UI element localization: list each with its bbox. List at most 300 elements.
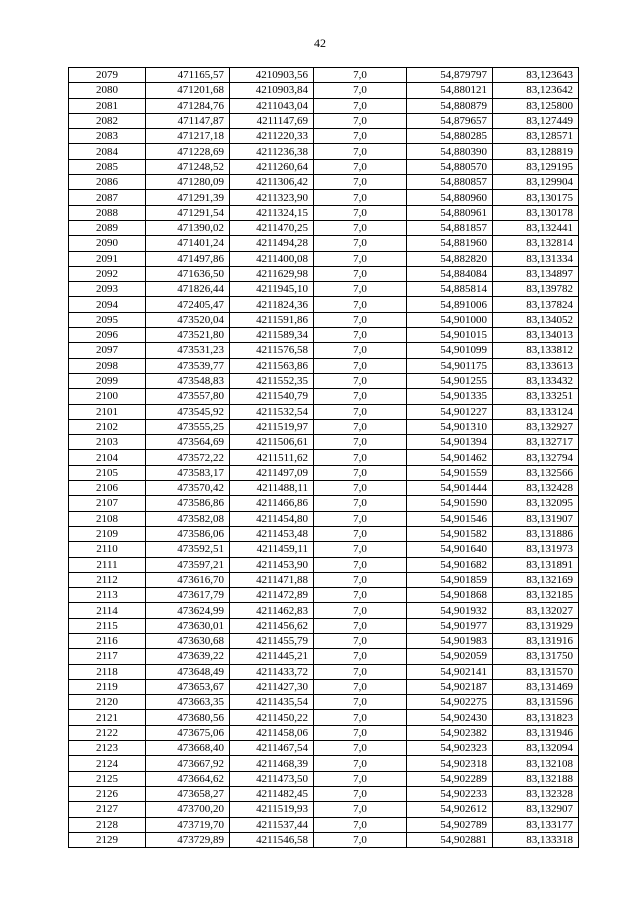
y-coordinate-cell: 4211494,28 bbox=[230, 236, 314, 251]
longitude-cell: 83,125800 bbox=[493, 98, 579, 113]
accuracy-cell: 7,0 bbox=[314, 618, 407, 633]
x-coordinate-cell: 473675,06 bbox=[146, 725, 230, 740]
point-number-cell: 2083 bbox=[69, 129, 146, 144]
longitude-cell: 83,132717 bbox=[493, 435, 579, 450]
point-number-cell: 2094 bbox=[69, 297, 146, 312]
point-number-cell: 2101 bbox=[69, 404, 146, 419]
table-row bbox=[69, 649, 579, 664]
latitude-cell: 54,901099 bbox=[407, 343, 493, 358]
table-row bbox=[69, 741, 579, 756]
longitude-cell: 83,132907 bbox=[493, 802, 579, 817]
latitude-cell: 54,902141 bbox=[407, 664, 493, 679]
point-number-cell: 2113 bbox=[69, 588, 146, 603]
latitude-cell: 54,902382 bbox=[407, 725, 493, 740]
y-coordinate-cell: 4211467,54 bbox=[230, 741, 314, 756]
point-number-cell: 2118 bbox=[69, 664, 146, 679]
x-coordinate-cell: 471497,86 bbox=[146, 251, 230, 266]
point-number-cell: 2127 bbox=[69, 802, 146, 817]
y-coordinate-cell: 4211532,54 bbox=[230, 404, 314, 419]
point-number-cell: 2093 bbox=[69, 282, 146, 297]
y-coordinate-cell: 4211540,79 bbox=[230, 389, 314, 404]
table-row bbox=[69, 557, 579, 572]
latitude-cell: 54,902318 bbox=[407, 756, 493, 771]
x-coordinate-cell: 473586,06 bbox=[146, 526, 230, 541]
table-row bbox=[69, 450, 579, 465]
accuracy-cell: 7,0 bbox=[314, 83, 407, 98]
table-row bbox=[69, 312, 579, 327]
longitude-cell: 83,132094 bbox=[493, 741, 579, 756]
y-coordinate-cell: 4211454,80 bbox=[230, 511, 314, 526]
x-coordinate-cell: 473700,20 bbox=[146, 802, 230, 817]
accuracy-cell: 7,0 bbox=[314, 511, 407, 526]
accuracy-cell: 7,0 bbox=[314, 832, 407, 847]
latitude-cell: 54,901546 bbox=[407, 511, 493, 526]
point-number-cell: 2111 bbox=[69, 557, 146, 572]
y-coordinate-cell: 4211471,88 bbox=[230, 572, 314, 587]
point-number-cell: 2088 bbox=[69, 205, 146, 220]
y-coordinate-cell: 4211497,09 bbox=[230, 465, 314, 480]
x-coordinate-cell: 473617,79 bbox=[146, 588, 230, 603]
table-row bbox=[69, 435, 579, 450]
point-number-cell: 2087 bbox=[69, 190, 146, 205]
y-coordinate-cell: 4210903,56 bbox=[230, 68, 314, 83]
latitude-cell: 54,902233 bbox=[407, 786, 493, 801]
x-coordinate-cell: 473639,22 bbox=[146, 649, 230, 664]
longitude-cell: 83,132185 bbox=[493, 588, 579, 603]
accuracy-cell: 7,0 bbox=[314, 190, 407, 205]
accuracy-cell: 7,0 bbox=[314, 557, 407, 572]
x-coordinate-cell: 471248,52 bbox=[146, 159, 230, 174]
x-coordinate-cell: 473663,35 bbox=[146, 695, 230, 710]
latitude-cell: 54,879797 bbox=[407, 68, 493, 83]
x-coordinate-cell: 473616,70 bbox=[146, 572, 230, 587]
latitude-cell: 54,902612 bbox=[407, 802, 493, 817]
accuracy-cell: 7,0 bbox=[314, 205, 407, 220]
x-coordinate-cell: 473548,83 bbox=[146, 373, 230, 388]
y-coordinate-cell: 4211433,72 bbox=[230, 664, 314, 679]
y-coordinate-cell: 4211482,45 bbox=[230, 786, 314, 801]
table-row bbox=[69, 756, 579, 771]
x-coordinate-cell: 471636,50 bbox=[146, 266, 230, 281]
y-coordinate-cell: 4211455,79 bbox=[230, 633, 314, 648]
table-row bbox=[69, 695, 579, 710]
longitude-cell: 83,131891 bbox=[493, 557, 579, 572]
accuracy-cell: 7,0 bbox=[314, 756, 407, 771]
x-coordinate-cell: 471201,68 bbox=[146, 83, 230, 98]
latitude-cell: 54,901462 bbox=[407, 450, 493, 465]
table-row bbox=[69, 542, 579, 557]
latitude-cell: 54,901444 bbox=[407, 481, 493, 496]
x-coordinate-cell: 473658,27 bbox=[146, 786, 230, 801]
table-row bbox=[69, 771, 579, 786]
table-row bbox=[69, 159, 579, 174]
table-row bbox=[69, 68, 579, 83]
latitude-cell: 54,901932 bbox=[407, 603, 493, 618]
x-coordinate-cell: 473583,17 bbox=[146, 465, 230, 480]
longitude-cell: 83,132328 bbox=[493, 786, 579, 801]
longitude-cell: 83,131929 bbox=[493, 618, 579, 633]
table-row bbox=[69, 679, 579, 694]
longitude-cell: 83,133318 bbox=[493, 832, 579, 847]
longitude-cell: 83,131596 bbox=[493, 695, 579, 710]
accuracy-cell: 7,0 bbox=[314, 282, 407, 297]
latitude-cell: 54,880285 bbox=[407, 129, 493, 144]
longitude-cell: 83,131973 bbox=[493, 542, 579, 557]
table-row bbox=[69, 358, 579, 373]
latitude-cell: 54,901310 bbox=[407, 419, 493, 434]
table-row bbox=[69, 817, 579, 832]
point-number-cell: 2116 bbox=[69, 633, 146, 648]
longitude-cell: 83,132794 bbox=[493, 450, 579, 465]
table-row bbox=[69, 113, 579, 128]
x-coordinate-cell: 473520,04 bbox=[146, 312, 230, 327]
longitude-cell: 83,134013 bbox=[493, 328, 579, 343]
accuracy-cell: 7,0 bbox=[314, 710, 407, 725]
latitude-cell: 54,880960 bbox=[407, 190, 493, 205]
table-row bbox=[69, 786, 579, 801]
accuracy-cell: 7,0 bbox=[314, 572, 407, 587]
accuracy-cell: 7,0 bbox=[314, 741, 407, 756]
table-row bbox=[69, 481, 579, 496]
point-number-cell: 2081 bbox=[69, 98, 146, 113]
x-coordinate-cell: 473539,77 bbox=[146, 358, 230, 373]
table-row bbox=[69, 236, 579, 251]
table-row bbox=[69, 373, 579, 388]
longitude-cell: 83,131570 bbox=[493, 664, 579, 679]
y-coordinate-cell: 4211458,06 bbox=[230, 725, 314, 740]
accuracy-cell: 7,0 bbox=[314, 496, 407, 511]
point-number-cell: 2092 bbox=[69, 266, 146, 281]
point-number-cell: 2108 bbox=[69, 511, 146, 526]
table-row bbox=[69, 511, 579, 526]
latitude-cell: 54,901590 bbox=[407, 496, 493, 511]
y-coordinate-cell: 4211519,93 bbox=[230, 802, 314, 817]
accuracy-cell: 7,0 bbox=[314, 603, 407, 618]
x-coordinate-cell: 473531,23 bbox=[146, 343, 230, 358]
longitude-cell: 83,133432 bbox=[493, 373, 579, 388]
point-number-cell: 2128 bbox=[69, 817, 146, 832]
accuracy-cell: 7,0 bbox=[314, 771, 407, 786]
y-coordinate-cell: 4211400,08 bbox=[230, 251, 314, 266]
latitude-cell: 54,901559 bbox=[407, 465, 493, 480]
latitude-cell: 54,882820 bbox=[407, 251, 493, 266]
x-coordinate-cell: 473667,92 bbox=[146, 756, 230, 771]
y-coordinate-cell: 4211537,44 bbox=[230, 817, 314, 832]
x-coordinate-cell: 471165,57 bbox=[146, 68, 230, 83]
longitude-cell: 83,131946 bbox=[493, 725, 579, 740]
x-coordinate-cell: 471280,09 bbox=[146, 175, 230, 190]
latitude-cell: 54,902187 bbox=[407, 679, 493, 694]
latitude-cell: 54,901000 bbox=[407, 312, 493, 327]
latitude-cell: 54,901983 bbox=[407, 633, 493, 648]
accuracy-cell: 7,0 bbox=[314, 373, 407, 388]
x-coordinate-cell: 473630,01 bbox=[146, 618, 230, 633]
x-coordinate-cell: 472405,47 bbox=[146, 297, 230, 312]
y-coordinate-cell: 4211427,30 bbox=[230, 679, 314, 694]
longitude-cell: 83,130175 bbox=[493, 190, 579, 205]
longitude-cell: 83,133177 bbox=[493, 817, 579, 832]
x-coordinate-cell: 473680,56 bbox=[146, 710, 230, 725]
accuracy-cell: 7,0 bbox=[314, 465, 407, 480]
point-number-cell: 2095 bbox=[69, 312, 146, 327]
y-coordinate-cell: 4211453,90 bbox=[230, 557, 314, 572]
table-row bbox=[69, 526, 579, 541]
table-row bbox=[69, 633, 579, 648]
point-number-cell: 2123 bbox=[69, 741, 146, 756]
accuracy-cell: 7,0 bbox=[314, 435, 407, 450]
x-coordinate-cell: 471291,39 bbox=[146, 190, 230, 205]
table-row bbox=[69, 664, 579, 679]
latitude-cell: 54,901582 bbox=[407, 526, 493, 541]
point-number-cell: 2091 bbox=[69, 251, 146, 266]
accuracy-cell: 7,0 bbox=[314, 542, 407, 557]
latitude-cell: 54,901015 bbox=[407, 328, 493, 343]
point-number-cell: 2109 bbox=[69, 526, 146, 541]
point-number-cell: 2102 bbox=[69, 419, 146, 434]
y-coordinate-cell: 4211260,64 bbox=[230, 159, 314, 174]
point-number-cell: 2124 bbox=[69, 756, 146, 771]
table-row bbox=[69, 297, 579, 312]
table-row bbox=[69, 710, 579, 725]
y-coordinate-cell: 4211591,86 bbox=[230, 312, 314, 327]
longitude-cell: 83,131334 bbox=[493, 251, 579, 266]
longitude-cell: 83,132108 bbox=[493, 756, 579, 771]
accuracy-cell: 7,0 bbox=[314, 817, 407, 832]
latitude-cell: 54,901255 bbox=[407, 373, 493, 388]
x-coordinate-cell: 471390,02 bbox=[146, 220, 230, 235]
latitude-cell: 54,901682 bbox=[407, 557, 493, 572]
x-coordinate-cell: 473624,99 bbox=[146, 603, 230, 618]
y-coordinate-cell: 4211470,25 bbox=[230, 220, 314, 235]
point-number-cell: 2085 bbox=[69, 159, 146, 174]
point-number-cell: 2084 bbox=[69, 144, 146, 159]
y-coordinate-cell: 4211945,10 bbox=[230, 282, 314, 297]
accuracy-cell: 7,0 bbox=[314, 419, 407, 434]
accuracy-cell: 7,0 bbox=[314, 526, 407, 541]
latitude-cell: 54,901335 bbox=[407, 389, 493, 404]
point-number-cell: 2079 bbox=[69, 68, 146, 83]
accuracy-cell: 7,0 bbox=[314, 404, 407, 419]
table-row bbox=[69, 389, 579, 404]
longitude-cell: 83,129904 bbox=[493, 175, 579, 190]
point-number-cell: 2086 bbox=[69, 175, 146, 190]
table-row bbox=[69, 98, 579, 113]
table-row bbox=[69, 266, 579, 281]
table-row bbox=[69, 419, 579, 434]
latitude-cell: 54,902059 bbox=[407, 649, 493, 664]
longitude-cell: 83,134897 bbox=[493, 266, 579, 281]
longitude-cell: 83,128819 bbox=[493, 144, 579, 159]
x-coordinate-cell: 473545,92 bbox=[146, 404, 230, 419]
longitude-cell: 83,131469 bbox=[493, 679, 579, 694]
longitude-cell: 83,127449 bbox=[493, 113, 579, 128]
y-coordinate-cell: 4211220,33 bbox=[230, 129, 314, 144]
y-coordinate-cell: 4211629,98 bbox=[230, 266, 314, 281]
latitude-cell: 54,880857 bbox=[407, 175, 493, 190]
y-coordinate-cell: 4211472,89 bbox=[230, 588, 314, 603]
x-coordinate-cell: 473592,51 bbox=[146, 542, 230, 557]
accuracy-cell: 7,0 bbox=[314, 786, 407, 801]
longitude-cell: 83,132188 bbox=[493, 771, 579, 786]
y-coordinate-cell: 4211589,34 bbox=[230, 328, 314, 343]
table-row bbox=[69, 144, 579, 159]
point-number-cell: 2117 bbox=[69, 649, 146, 664]
accuracy-cell: 7,0 bbox=[314, 328, 407, 343]
table-row bbox=[69, 83, 579, 98]
latitude-cell: 54,902881 bbox=[407, 832, 493, 847]
x-coordinate-cell: 473572,22 bbox=[146, 450, 230, 465]
longitude-cell: 83,137824 bbox=[493, 297, 579, 312]
y-coordinate-cell: 4211552,35 bbox=[230, 373, 314, 388]
longitude-cell: 83,131750 bbox=[493, 649, 579, 664]
table-row bbox=[69, 205, 579, 220]
x-coordinate-cell: 473719,70 bbox=[146, 817, 230, 832]
longitude-cell: 83,139782 bbox=[493, 282, 579, 297]
x-coordinate-cell: 471228,69 bbox=[146, 144, 230, 159]
accuracy-cell: 7,0 bbox=[314, 481, 407, 496]
accuracy-cell: 7,0 bbox=[314, 68, 407, 83]
x-coordinate-cell: 473668,40 bbox=[146, 741, 230, 756]
accuracy-cell: 7,0 bbox=[314, 159, 407, 174]
y-coordinate-cell: 4211445,21 bbox=[230, 649, 314, 664]
latitude-cell: 54,880390 bbox=[407, 144, 493, 159]
point-number-cell: 2110 bbox=[69, 542, 146, 557]
accuracy-cell: 7,0 bbox=[314, 297, 407, 312]
accuracy-cell: 7,0 bbox=[314, 266, 407, 281]
y-coordinate-cell: 4211306,42 bbox=[230, 175, 314, 190]
table-row bbox=[69, 190, 579, 205]
table-row bbox=[69, 328, 579, 343]
accuracy-cell: 7,0 bbox=[314, 220, 407, 235]
accuracy-cell: 7,0 bbox=[314, 802, 407, 817]
accuracy-cell: 7,0 bbox=[314, 695, 407, 710]
x-coordinate-cell: 473653,67 bbox=[146, 679, 230, 694]
y-coordinate-cell: 4211236,38 bbox=[230, 144, 314, 159]
y-coordinate-cell: 4211435,54 bbox=[230, 695, 314, 710]
point-number-cell: 2115 bbox=[69, 618, 146, 633]
table-row bbox=[69, 251, 579, 266]
y-coordinate-cell: 4211506,61 bbox=[230, 435, 314, 450]
accuracy-cell: 7,0 bbox=[314, 175, 407, 190]
accuracy-cell: 7,0 bbox=[314, 679, 407, 694]
accuracy-cell: 7,0 bbox=[314, 389, 407, 404]
latitude-cell: 54,880961 bbox=[407, 205, 493, 220]
latitude-cell: 54,901175 bbox=[407, 358, 493, 373]
y-coordinate-cell: 4211456,62 bbox=[230, 618, 314, 633]
point-number-cell: 2089 bbox=[69, 220, 146, 235]
latitude-cell: 54,891006 bbox=[407, 297, 493, 312]
x-coordinate-cell: 473586,86 bbox=[146, 496, 230, 511]
table-row bbox=[69, 343, 579, 358]
y-coordinate-cell: 4211576,58 bbox=[230, 343, 314, 358]
point-number-cell: 2105 bbox=[69, 465, 146, 480]
longitude-cell: 83,132927 bbox=[493, 419, 579, 434]
accuracy-cell: 7,0 bbox=[314, 312, 407, 327]
accuracy-cell: 7,0 bbox=[314, 98, 407, 113]
point-number-cell: 2112 bbox=[69, 572, 146, 587]
point-number-cell: 2125 bbox=[69, 771, 146, 786]
x-coordinate-cell: 471284,76 bbox=[146, 98, 230, 113]
x-coordinate-cell: 471217,18 bbox=[146, 129, 230, 144]
latitude-cell: 54,901859 bbox=[407, 572, 493, 587]
longitude-cell: 83,131916 bbox=[493, 633, 579, 648]
y-coordinate-cell: 4211459,11 bbox=[230, 542, 314, 557]
table-row bbox=[69, 618, 579, 633]
table-row bbox=[69, 175, 579, 190]
longitude-cell: 83,123642 bbox=[493, 83, 579, 98]
longitude-cell: 83,132169 bbox=[493, 572, 579, 587]
x-coordinate-cell: 471826,44 bbox=[146, 282, 230, 297]
x-coordinate-cell: 473664,62 bbox=[146, 771, 230, 786]
y-coordinate-cell: 4211488,11 bbox=[230, 481, 314, 496]
latitude-cell: 54,885814 bbox=[407, 282, 493, 297]
table-row bbox=[69, 129, 579, 144]
table-row bbox=[69, 603, 579, 618]
point-number-cell: 2103 bbox=[69, 435, 146, 450]
latitude-cell: 54,881960 bbox=[407, 236, 493, 251]
y-coordinate-cell: 4211043,04 bbox=[230, 98, 314, 113]
table-row bbox=[69, 572, 579, 587]
latitude-cell: 54,902789 bbox=[407, 817, 493, 832]
x-coordinate-cell: 471401,24 bbox=[146, 236, 230, 251]
y-coordinate-cell: 4210903,84 bbox=[230, 83, 314, 98]
point-number-cell: 2119 bbox=[69, 679, 146, 694]
y-coordinate-cell: 4211462,83 bbox=[230, 603, 314, 618]
latitude-cell: 54,880570 bbox=[407, 159, 493, 174]
longitude-cell: 83,130178 bbox=[493, 205, 579, 220]
y-coordinate-cell: 4211450,22 bbox=[230, 710, 314, 725]
y-coordinate-cell: 4211519,97 bbox=[230, 419, 314, 434]
point-number-cell: 2096 bbox=[69, 328, 146, 343]
y-coordinate-cell: 4211324,15 bbox=[230, 205, 314, 220]
y-coordinate-cell: 4211147,69 bbox=[230, 113, 314, 128]
x-coordinate-cell: 471291,54 bbox=[146, 205, 230, 220]
longitude-cell: 83,132441 bbox=[493, 220, 579, 235]
point-number-cell: 2121 bbox=[69, 710, 146, 725]
accuracy-cell: 7,0 bbox=[314, 725, 407, 740]
point-number-cell: 2104 bbox=[69, 450, 146, 465]
latitude-cell: 54,902430 bbox=[407, 710, 493, 725]
longitude-cell: 83,133613 bbox=[493, 358, 579, 373]
accuracy-cell: 7,0 bbox=[314, 236, 407, 251]
x-coordinate-cell: 471147,87 bbox=[146, 113, 230, 128]
y-coordinate-cell: 4211468,39 bbox=[230, 756, 314, 771]
point-number-cell: 2129 bbox=[69, 832, 146, 847]
longitude-cell: 83,132095 bbox=[493, 496, 579, 511]
accuracy-cell: 7,0 bbox=[314, 343, 407, 358]
table-row bbox=[69, 282, 579, 297]
latitude-cell: 54,881857 bbox=[407, 220, 493, 235]
coordinates-table-body bbox=[69, 68, 579, 848]
x-coordinate-cell: 473521,80 bbox=[146, 328, 230, 343]
longitude-cell: 83,132027 bbox=[493, 603, 579, 618]
longitude-cell: 83,129195 bbox=[493, 159, 579, 174]
point-number-cell: 2099 bbox=[69, 373, 146, 388]
accuracy-cell: 7,0 bbox=[314, 649, 407, 664]
point-number-cell: 2106 bbox=[69, 481, 146, 496]
page-number: 42 bbox=[314, 36, 326, 50]
table-row bbox=[69, 588, 579, 603]
latitude-cell: 54,880879 bbox=[407, 98, 493, 113]
longitude-cell: 83,128571 bbox=[493, 129, 579, 144]
x-coordinate-cell: 473557,80 bbox=[146, 389, 230, 404]
y-coordinate-cell: 4211563,86 bbox=[230, 358, 314, 373]
accuracy-cell: 7,0 bbox=[314, 450, 407, 465]
point-number-cell: 2080 bbox=[69, 83, 146, 98]
table-row bbox=[69, 465, 579, 480]
y-coordinate-cell: 4211323,90 bbox=[230, 190, 314, 205]
x-coordinate-cell: 473630,68 bbox=[146, 633, 230, 648]
